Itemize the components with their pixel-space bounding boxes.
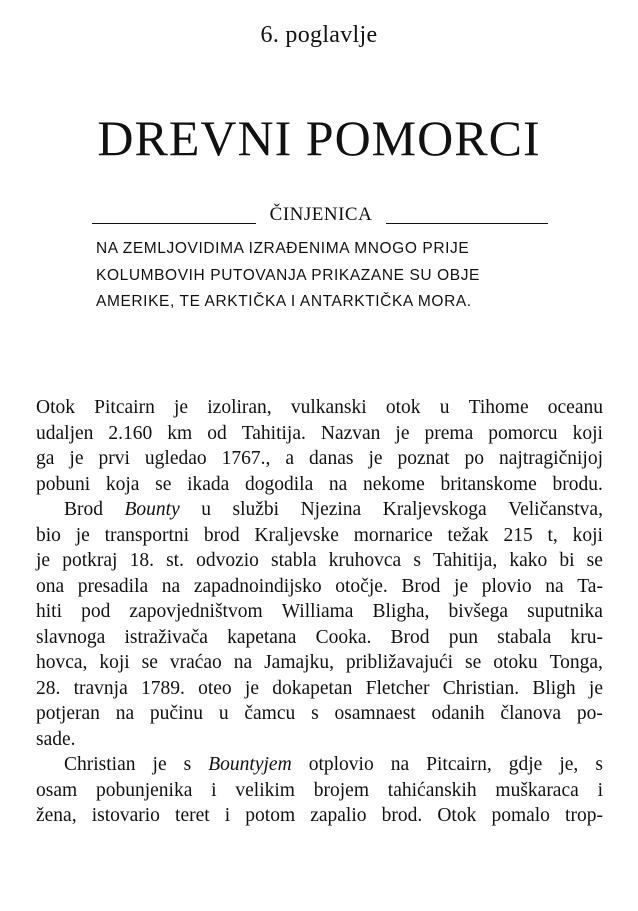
body-word: brodu. (552, 473, 603, 495)
body-word: je (36, 550, 51, 571)
body-word: odanih (431, 703, 485, 724)
body-line (36, 752, 603, 778)
body-word: Tonga, (549, 652, 603, 673)
ship-name: Bounty (124, 499, 180, 520)
body-word: otoku (493, 652, 538, 673)
body-word: Cooka. (315, 626, 372, 648)
body-word: istraživača (124, 626, 208, 648)
body-word: s (183, 754, 192, 775)
body-word: bivšega (448, 601, 509, 622)
body-word: kako (509, 550, 548, 571)
body-word: potkraj (62, 550, 118, 571)
body-word: približavajući (345, 652, 454, 673)
body-word: Brod (401, 575, 441, 597)
body-word: se (465, 652, 482, 673)
body-word: prema (424, 422, 474, 444)
body-word: kapetana (227, 626, 297, 648)
body-word: Christian. (442, 677, 520, 699)
body-word: na (161, 575, 181, 597)
fact-line: NA ZEMLJOVIDIMA IZRAĐENIMA MNOGO PRIJE (96, 240, 470, 257)
body-word: po- (576, 703, 603, 724)
fact-line: KOLUMBOVIH PUTOVANJA PRIKAZANE SU OBJE (96, 266, 480, 284)
body-word: je (368, 448, 383, 469)
body-word: vraćao (169, 652, 222, 673)
body-word: 18. (129, 550, 154, 571)
body-word: Veličanstva, (508, 499, 603, 520)
body-word: je (75, 524, 90, 546)
body-word: a (285, 448, 295, 469)
body-line (36, 701, 603, 727)
body-word: oteo (198, 677, 232, 699)
body-word: se (155, 473, 172, 495)
body-line (36, 599, 603, 625)
body-text (36, 395, 603, 829)
body-word: Nazvan (320, 422, 381, 444)
body-line (36, 778, 603, 804)
body-word: travnja (73, 677, 128, 699)
body-word: plovio (481, 575, 532, 597)
body-word: ikada (187, 473, 230, 495)
body-word: i (211, 779, 217, 801)
body-word: teret (175, 805, 210, 826)
body-word: brojem (313, 779, 369, 801)
body-word: Kraljevskoga (382, 499, 487, 520)
body-word: brod. (381, 805, 423, 826)
ship-name: Bountyjem (208, 754, 292, 775)
body-word: se (141, 652, 158, 673)
body-word: Jamajku, (264, 652, 334, 673)
body-word: i (597, 779, 603, 801)
body-word: na (390, 754, 410, 775)
body-line (36, 523, 603, 549)
body-word: t, (547, 524, 558, 546)
body-word: otplovio (308, 754, 374, 775)
body-word: žena, (36, 805, 77, 826)
body-line (36, 803, 603, 829)
body-word: pobunjenika (95, 779, 193, 801)
body-word: bi (559, 550, 575, 571)
body-word: u (201, 499, 211, 520)
body-line (36, 421, 603, 447)
body-word: s (595, 754, 603, 775)
body-word: brod (203, 524, 240, 546)
body-word: tahićanskih (387, 779, 477, 801)
body-word: presadila (77, 575, 149, 597)
body-word: 215 (503, 524, 533, 546)
body-line (36, 574, 603, 600)
body-line (36, 548, 603, 574)
body-word: Bligha, (372, 601, 430, 622)
body-word: mornarice (353, 524, 433, 546)
body-word: Tahitija. (241, 422, 306, 444)
body-word: stabala (497, 626, 552, 648)
body-word: otok (385, 397, 421, 418)
body-word: u (439, 397, 450, 418)
body-word: je (69, 448, 84, 469)
body-word: britanskome (440, 473, 537, 495)
body-word: kru- (570, 626, 603, 648)
body-word: odvozio (196, 550, 259, 571)
body-word: prvi (98, 448, 130, 469)
body-word: 28. (36, 677, 61, 699)
body-word: je (395, 422, 410, 444)
body-word: potjeran (36, 703, 100, 724)
body-word: Pitcairn, (426, 754, 492, 775)
body-word: je (454, 575, 469, 597)
body-word: s (311, 703, 319, 724)
body-line (36, 625, 603, 651)
body-word: službi (232, 499, 280, 520)
body-word: Williama (281, 601, 354, 622)
body-word: Fletcher (365, 677, 430, 699)
body-word: Otok (437, 805, 477, 826)
body-line (36, 650, 603, 676)
body-word: Otok (36, 397, 75, 418)
body-word: najtragičnijoj (499, 448, 603, 469)
body-word: je (174, 397, 189, 418)
body-word: pun (448, 626, 478, 648)
body-word: danas (309, 448, 354, 469)
body-word: na (545, 575, 564, 597)
body-word: se (586, 550, 603, 571)
body-word: od (207, 422, 227, 444)
body-word: je (588, 677, 603, 699)
fact-line: AMERIKE, TE ARKTIČKA I ANTARKTIČKA MORA. (96, 293, 472, 310)
body-word: Brod (390, 626, 430, 648)
body-word: pomalo (491, 805, 550, 826)
body-word: Tihome (468, 397, 529, 418)
body-line: sade. (36, 728, 76, 750)
fact-heading: ČINJENICA (269, 204, 373, 225)
body-word: težak (447, 524, 489, 546)
body-word: poznat (397, 448, 450, 469)
body-word: koji (572, 524, 603, 546)
body-word: potom (245, 805, 296, 826)
body-word: koja (105, 473, 140, 495)
body-word: osamnaest (334, 703, 416, 724)
fact-rule-left (92, 223, 256, 224)
chapter-title: DREVNI POMORCI (97, 110, 541, 166)
body-line (36, 472, 603, 498)
body-word: koji (99, 652, 130, 673)
body-word: na (328, 473, 348, 495)
body-word: čamcu (244, 703, 296, 724)
body-word: ugledao (144, 448, 207, 469)
body-word: 1789. (140, 677, 185, 699)
body-word: članova (500, 703, 562, 724)
body-word: Bligh (532, 677, 576, 699)
body-word: otočje. (335, 575, 388, 597)
body-word: km (167, 422, 193, 444)
body-word: Christian (64, 754, 136, 775)
body-word: koji (572, 422, 603, 444)
body-line (36, 446, 603, 472)
body-word: zapovjedništvom (129, 601, 263, 622)
body-word: je, (559, 754, 579, 775)
fact-rule-right (386, 223, 548, 224)
body-word: vulkanski (290, 397, 367, 418)
body-word: suputnika (527, 601, 603, 622)
body-word: st. (166, 550, 184, 571)
body-word: je (244, 677, 259, 699)
body-word: pomorcu (488, 422, 558, 444)
body-word: transportni (104, 524, 190, 546)
body-word: 1767., (221, 448, 271, 469)
body-word: Tahitija, (433, 550, 498, 571)
body-word: u (218, 703, 229, 724)
body-word: nekome (363, 473, 425, 495)
body-word: pobuni (36, 473, 91, 495)
body-word: ga (36, 448, 55, 469)
body-line (36, 497, 603, 523)
body-word: stabla (271, 550, 317, 571)
body-word: gdje (508, 754, 543, 775)
body-line (36, 676, 603, 702)
body-word: 2.160 (108, 422, 153, 444)
body-word: zapalio (310, 805, 367, 826)
body-word: na (115, 703, 135, 724)
body-word: Kraljevske (254, 524, 339, 546)
fact-box-header (92, 204, 548, 230)
body-word: ona (36, 575, 65, 597)
body-word: izoliran, (207, 397, 272, 418)
body-word: po (464, 448, 485, 469)
body-word: istovario (91, 805, 160, 826)
body-word: Brod (64, 499, 103, 520)
body-word: hovca, (36, 652, 88, 673)
fact-text (96, 236, 548, 316)
body-word: dogodila (244, 473, 314, 495)
body-word: muškaraca (495, 779, 579, 801)
body-word: Pitcairn (94, 397, 155, 418)
body-word: trop- (565, 805, 603, 826)
body-word: s (413, 550, 421, 571)
body-word: osam (36, 779, 78, 801)
chapter-label: 6. poglavlje (260, 22, 378, 48)
body-word: na (233, 652, 253, 673)
body-word: i (224, 805, 231, 826)
body-word: zapadnoindijsko (193, 575, 322, 597)
body-word: udaljen (36, 422, 94, 444)
body-word: hiti (36, 601, 63, 622)
body-line (36, 395, 603, 421)
body-word: dokapetan (272, 677, 353, 699)
body-word: pučinu (149, 703, 203, 724)
body-word: je (152, 754, 167, 775)
body-word: slavnoga (36, 626, 106, 648)
body-word: bio (36, 524, 61, 546)
body-word: pod (81, 601, 111, 622)
body-word: Njezina (300, 499, 362, 520)
body-word: Ta- (577, 575, 603, 597)
body-word: oceanu (547, 397, 603, 418)
body-word: velikim (235, 779, 295, 801)
body-word: kruhovca (328, 550, 402, 571)
